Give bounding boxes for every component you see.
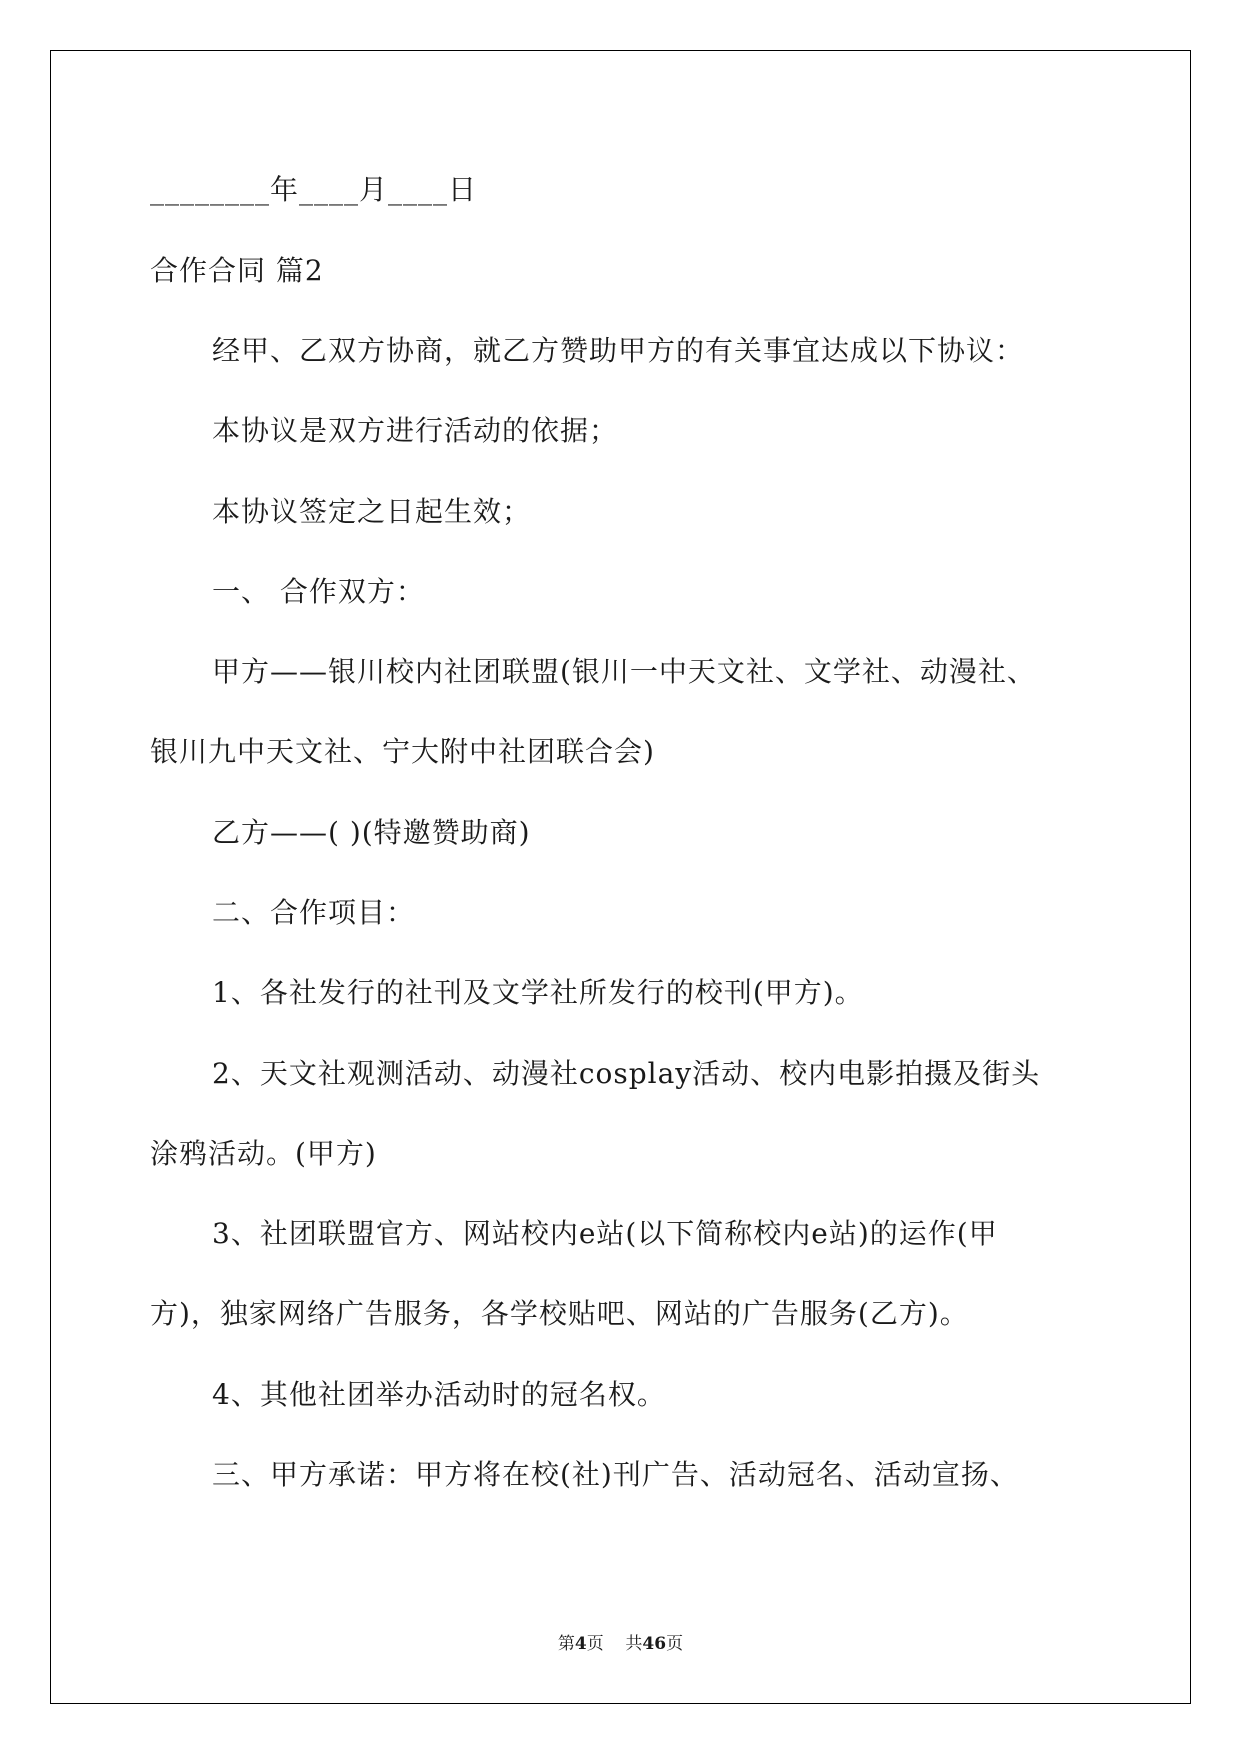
- page-border: [50, 50, 1191, 1704]
- total-page-count: 46: [642, 1634, 667, 1654]
- current-page-number: 4: [574, 1634, 587, 1654]
- project-item-4: 4、其他社团举办活动时的冠名权。: [212, 1378, 666, 1411]
- footer-page-unit: 页: [586, 1634, 604, 1654]
- project-item-2-line-1: 2、天文社观测活动、动漫社cosplay活动、校内电影拍摄及街头: [212, 1057, 1041, 1090]
- party-a-line-1: 甲方——银川校内社团联盟(银川一中天文社、文学社、动漫社、: [212, 655, 1036, 688]
- project-item-3-line-2: 方)，独家网络广告服务，各学校贴吧、网站的广告服务(乙方)。: [150, 1297, 969, 1330]
- project-item-2-line-2: 涂鸦活动。(甲方): [150, 1137, 377, 1170]
- party-a-line-2: 银川九中天文社、宁大附中社团联合会): [150, 735, 655, 768]
- heading-parties: 一、 合作双方：: [212, 575, 425, 608]
- footer-total-prefix: 共: [625, 1634, 643, 1654]
- paragraph-intro: 经甲、乙双方协商，就乙方赞助甲方的有关事宜达成以下协议：: [212, 334, 1025, 367]
- footer-total-unit: 页: [666, 1634, 684, 1654]
- date-line: ________年____月____日: [150, 173, 478, 206]
- paragraph-effective: 本协议签定之日起生效；: [212, 495, 532, 528]
- section-title: 合作合同 篇2: [150, 254, 324, 287]
- page-number-footer: [0, 1633, 1241, 1655]
- footer-prefix: 第: [557, 1634, 575, 1654]
- project-item-1: 1、各社发行的社刊及文学社所发行的校刊(甲方)。: [212, 976, 864, 1009]
- paragraph-basis: 本协议是双方进行活动的依据；: [212, 414, 619, 447]
- party-b-line: 乙方——( )(特邀赞助商): [212, 816, 531, 849]
- project-item-3-line-1: 3、社团联盟官方、网站校内e站(以下简称校内e站)的运作(甲: [212, 1217, 998, 1250]
- heading-projects: 二、合作项目：: [212, 896, 416, 929]
- heading-party-a-promise: 三、甲方承诺：甲方将在校(社)刊广告、活动冠名、活动宣扬、: [212, 1458, 1019, 1491]
